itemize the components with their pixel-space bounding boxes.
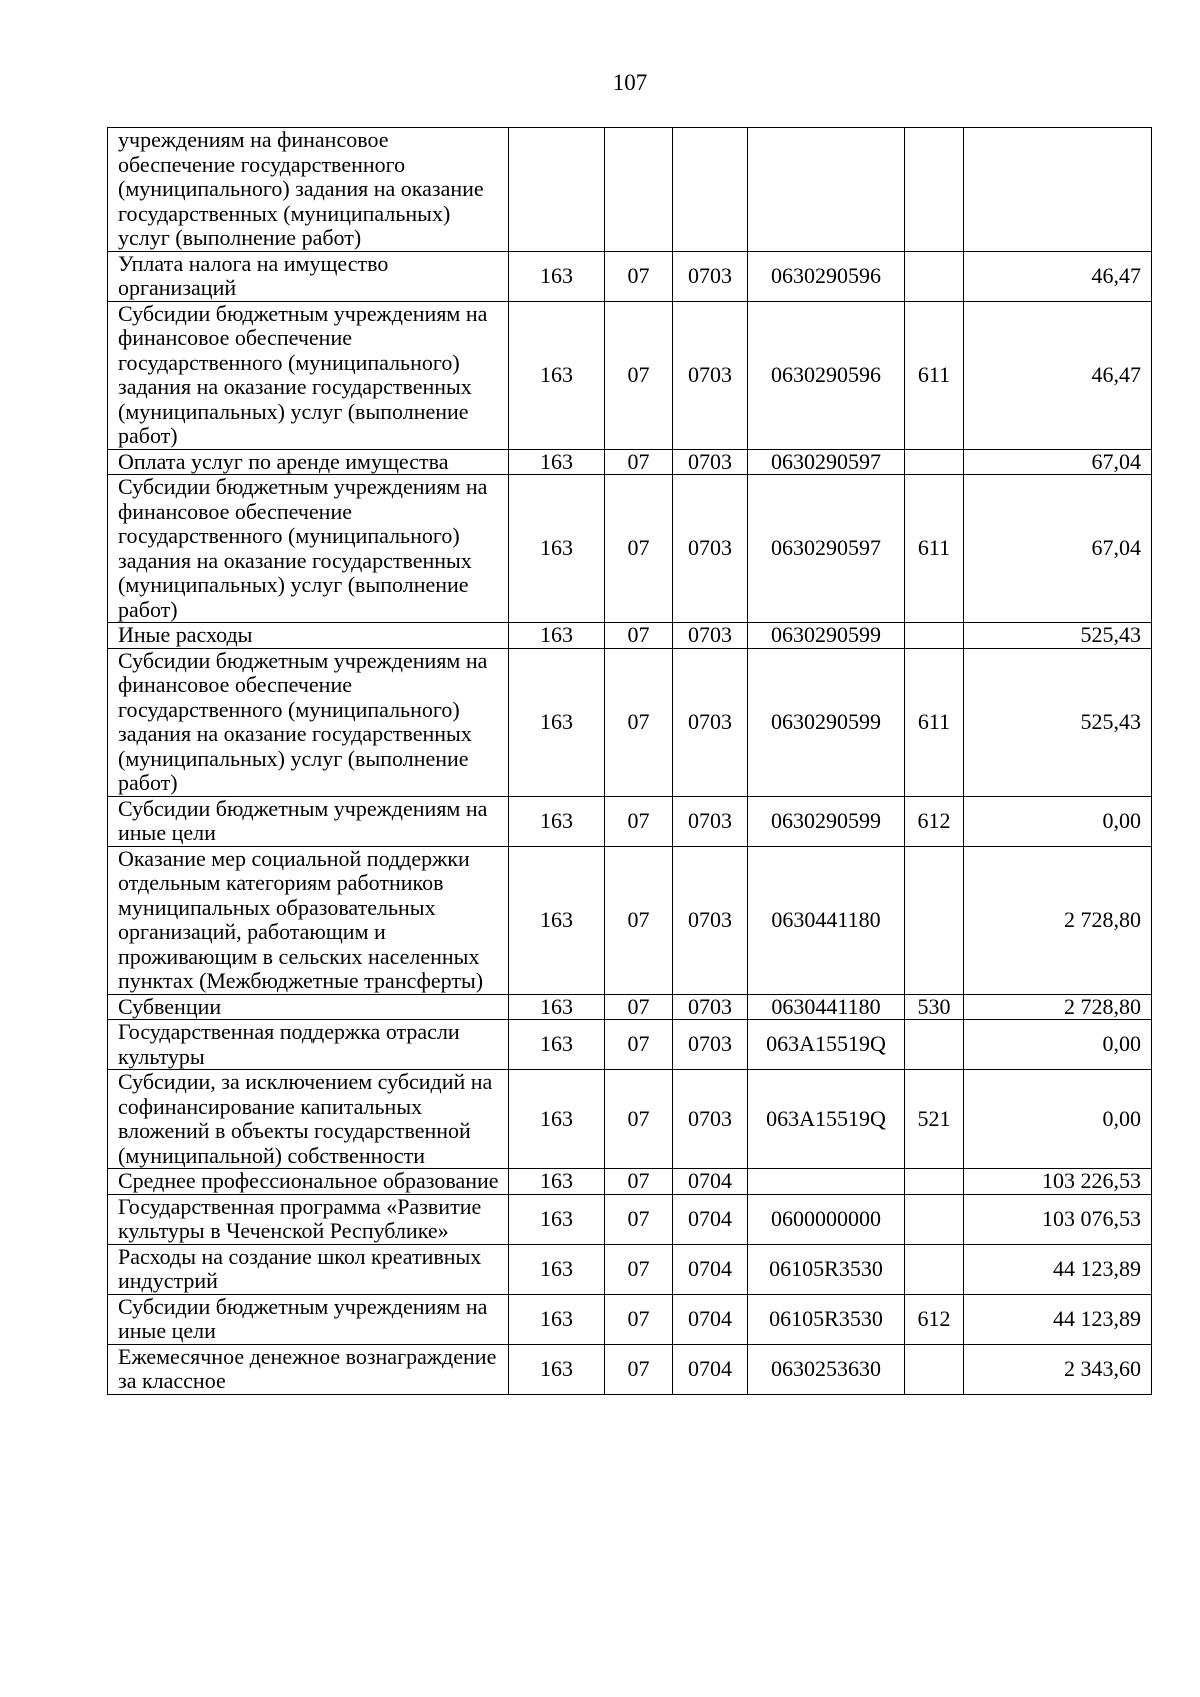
- row-gr-code: 163: [509, 1020, 605, 1070]
- budget-table-body: [108, 128, 1152, 1395]
- row-vr-code: 521: [905, 1070, 964, 1169]
- table-row: [108, 128, 1152, 252]
- row-rz-code: 07: [605, 1344, 673, 1394]
- row-vr-code: [905, 623, 964, 649]
- row-pr-code: 0703: [673, 1020, 748, 1070]
- row-description: Субсидии, за исключением субсидий на софинансирование капитальных вложений в объекты государственной (муниципальной) собственности: [108, 1070, 509, 1169]
- row-csr-code: 0630253630: [748, 1344, 905, 1394]
- row-rz-code: 07: [605, 648, 673, 796]
- row-description: Среднее профессиональное образование: [108, 1169, 509, 1195]
- row-rz-code: 07: [605, 475, 673, 623]
- row-rz-code: 07: [605, 301, 673, 449]
- row-description: Государственная программа «Развитие культуры в Чеченской Республике»: [108, 1194, 509, 1244]
- row-amount: 67,04: [964, 475, 1152, 623]
- row-amount: 46,47: [964, 251, 1152, 301]
- row-amount: 2 728,80: [964, 994, 1152, 1020]
- row-rz-code: 07: [605, 994, 673, 1020]
- row-amount: 103 226,53: [964, 1169, 1152, 1195]
- row-pr-code: 0703: [673, 796, 748, 846]
- table-row: [108, 1070, 1152, 1169]
- row-pr-code: 0703: [673, 301, 748, 449]
- row-description: Субсидии бюджетным учреждениям на иные цели: [108, 1294, 509, 1344]
- row-gr-code: 163: [509, 994, 605, 1020]
- row-gr-code: [509, 128, 605, 252]
- row-csr-code: 0630290599: [748, 623, 905, 649]
- row-pr-code: 0703: [673, 846, 748, 994]
- row-description: Субвенции: [108, 994, 509, 1020]
- row-gr-code: 163: [509, 1344, 605, 1394]
- row-gr-code: 163: [509, 1294, 605, 1344]
- row-rz-code: 07: [605, 1169, 673, 1195]
- table-row: [108, 1244, 1152, 1294]
- row-vr-code: [905, 1020, 964, 1070]
- row-rz-code: 07: [605, 1194, 673, 1244]
- row-pr-code: 0703: [673, 623, 748, 649]
- table-row: [108, 475, 1152, 623]
- row-pr-code: 0703: [673, 475, 748, 623]
- row-rz-code: 07: [605, 623, 673, 649]
- row-csr-code: [748, 128, 905, 252]
- row-amount: 46,47: [964, 301, 1152, 449]
- row-vr-code: [905, 128, 964, 252]
- row-description: Субсидии бюджетным учреждениям на финансовое обеспечение государственного (муниципального) задания на оказание государственных (муниципальных) услуг (выполнение работ): [108, 301, 509, 449]
- row-pr-code: [673, 128, 748, 252]
- row-rz-code: 07: [605, 796, 673, 846]
- row-csr-code: 063А15519Q: [748, 1070, 905, 1169]
- row-gr-code: 163: [509, 796, 605, 846]
- row-description: Расходы на создание школ креативных индустрий: [108, 1244, 509, 1294]
- table-row: [108, 251, 1152, 301]
- table-row: [108, 449, 1152, 475]
- table-row: [108, 796, 1152, 846]
- row-gr-code: 163: [509, 1244, 605, 1294]
- row-description: Субсидии бюджетным учреждениям на финансовое обеспечение государственного (муниципального) задания на оказание государственных (муниципальных) услуг (выполнение работ): [108, 648, 509, 796]
- row-csr-code: 06105R3530: [748, 1294, 905, 1344]
- row-amount: 44 123,89: [964, 1244, 1152, 1294]
- row-rz-code: 07: [605, 1294, 673, 1344]
- row-vr-code: [905, 1344, 964, 1394]
- row-vr-code: 611: [905, 475, 964, 623]
- row-gr-code: 163: [509, 251, 605, 301]
- row-vr-code: [905, 1194, 964, 1244]
- row-amount: 2 728,80: [964, 846, 1152, 994]
- table-row: [108, 846, 1152, 994]
- row-csr-code: 0630290599: [748, 796, 905, 846]
- row-gr-code: 163: [509, 1194, 605, 1244]
- row-amount: 0,00: [964, 1070, 1152, 1169]
- row-rz-code: [605, 128, 673, 252]
- row-pr-code: 0704: [673, 1169, 748, 1195]
- row-rz-code: 07: [605, 251, 673, 301]
- row-csr-code: [748, 1169, 905, 1195]
- row-rz-code: 07: [605, 1020, 673, 1070]
- row-amount: 0,00: [964, 796, 1152, 846]
- row-vr-code: 612: [905, 1294, 964, 1344]
- row-amount: [964, 128, 1152, 252]
- table-row: [108, 648, 1152, 796]
- row-rz-code: 07: [605, 1070, 673, 1169]
- row-gr-code: 163: [509, 846, 605, 994]
- row-rz-code: 07: [605, 1244, 673, 1294]
- page-number: 107: [612, 70, 648, 95]
- row-csr-code: 0630441180: [748, 846, 905, 994]
- row-pr-code: 0703: [673, 449, 748, 475]
- row-description: Государственная поддержка отрасли культуры: [108, 1020, 509, 1070]
- row-amount: 2 343,60: [964, 1344, 1152, 1394]
- row-description: учреждениям на финансовое обеспечение государственного (муниципального) задания на оказание государственных (муниципальных) услуг (выполнение работ): [108, 128, 509, 252]
- row-csr-code: 0630290596: [748, 301, 905, 449]
- row-description: Оплата услуг по аренде имущества: [108, 449, 509, 475]
- row-amount: 67,04: [964, 449, 1152, 475]
- table-row: [108, 1344, 1152, 1394]
- row-csr-code: 0600000000: [748, 1194, 905, 1244]
- row-description: Ежемесячное денежное вознаграждение за классное: [108, 1344, 509, 1394]
- row-pr-code: 0704: [673, 1244, 748, 1294]
- row-csr-code: 0630290597: [748, 449, 905, 475]
- row-vr-code: 530: [905, 994, 964, 1020]
- table-row: [108, 994, 1152, 1020]
- row-description: Субсидии бюджетным учреждениям на финансовое обеспечение государственного (муниципального) задания на оказание государственных (муниципальных) услуг (выполнение работ): [108, 475, 509, 623]
- row-amount: 44 123,89: [964, 1294, 1152, 1344]
- row-gr-code: 163: [509, 475, 605, 623]
- row-description: Иные расходы: [108, 623, 509, 649]
- row-description: Оказание мер социальной поддержки отдельным категориям работников муниципальных образовательных организаций, работающим и проживающим в сельских населенных пунктах (Межбюджетные трансферты): [108, 846, 509, 994]
- row-vr-code: 612: [905, 796, 964, 846]
- table-row: [108, 623, 1152, 649]
- row-pr-code: 0703: [673, 1070, 748, 1169]
- row-csr-code: 0630441180: [748, 994, 905, 1020]
- row-gr-code: 163: [509, 648, 605, 796]
- row-pr-code: 0704: [673, 1344, 748, 1394]
- row-pr-code: 0704: [673, 1294, 748, 1344]
- budget-table: [107, 127, 1152, 1395]
- row-gr-code: 163: [509, 449, 605, 475]
- row-vr-code: [905, 449, 964, 475]
- row-rz-code: 07: [605, 449, 673, 475]
- row-rz-code: 07: [605, 846, 673, 994]
- table-row: [108, 301, 1152, 449]
- row-pr-code: 0703: [673, 251, 748, 301]
- row-gr-code: 163: [509, 1070, 605, 1169]
- row-amount: 103 076,53: [964, 1194, 1152, 1244]
- row-vr-code: [905, 251, 964, 301]
- table-row: [108, 1169, 1152, 1195]
- row-vr-code: 611: [905, 301, 964, 449]
- row-gr-code: 163: [509, 623, 605, 649]
- table-row: [108, 1020, 1152, 1070]
- row-gr-code: 163: [509, 1169, 605, 1195]
- table-row: [108, 1194, 1152, 1244]
- row-pr-code: 0703: [673, 648, 748, 796]
- row-csr-code: 0630290597: [748, 475, 905, 623]
- row-description: Уплата налога на имущество организаций: [108, 251, 509, 301]
- row-csr-code: 063А15519Q: [748, 1020, 905, 1070]
- row-vr-code: [905, 1244, 964, 1294]
- row-gr-code: 163: [509, 301, 605, 449]
- row-vr-code: 611: [905, 648, 964, 796]
- row-csr-code: 06105R3530: [748, 1244, 905, 1294]
- row-amount: 525,43: [964, 648, 1152, 796]
- row-amount: 525,43: [964, 623, 1152, 649]
- row-pr-code: 0703: [673, 994, 748, 1020]
- row-csr-code: 0630290599: [748, 648, 905, 796]
- row-vr-code: [905, 846, 964, 994]
- row-vr-code: [905, 1169, 964, 1195]
- row-description: Субсидии бюджетным учреждениям на иные цели: [108, 796, 509, 846]
- row-csr-code: 0630290596: [748, 251, 905, 301]
- row-pr-code: 0704: [673, 1194, 748, 1244]
- table-row: [108, 1294, 1152, 1344]
- row-amount: 0,00: [964, 1020, 1152, 1070]
